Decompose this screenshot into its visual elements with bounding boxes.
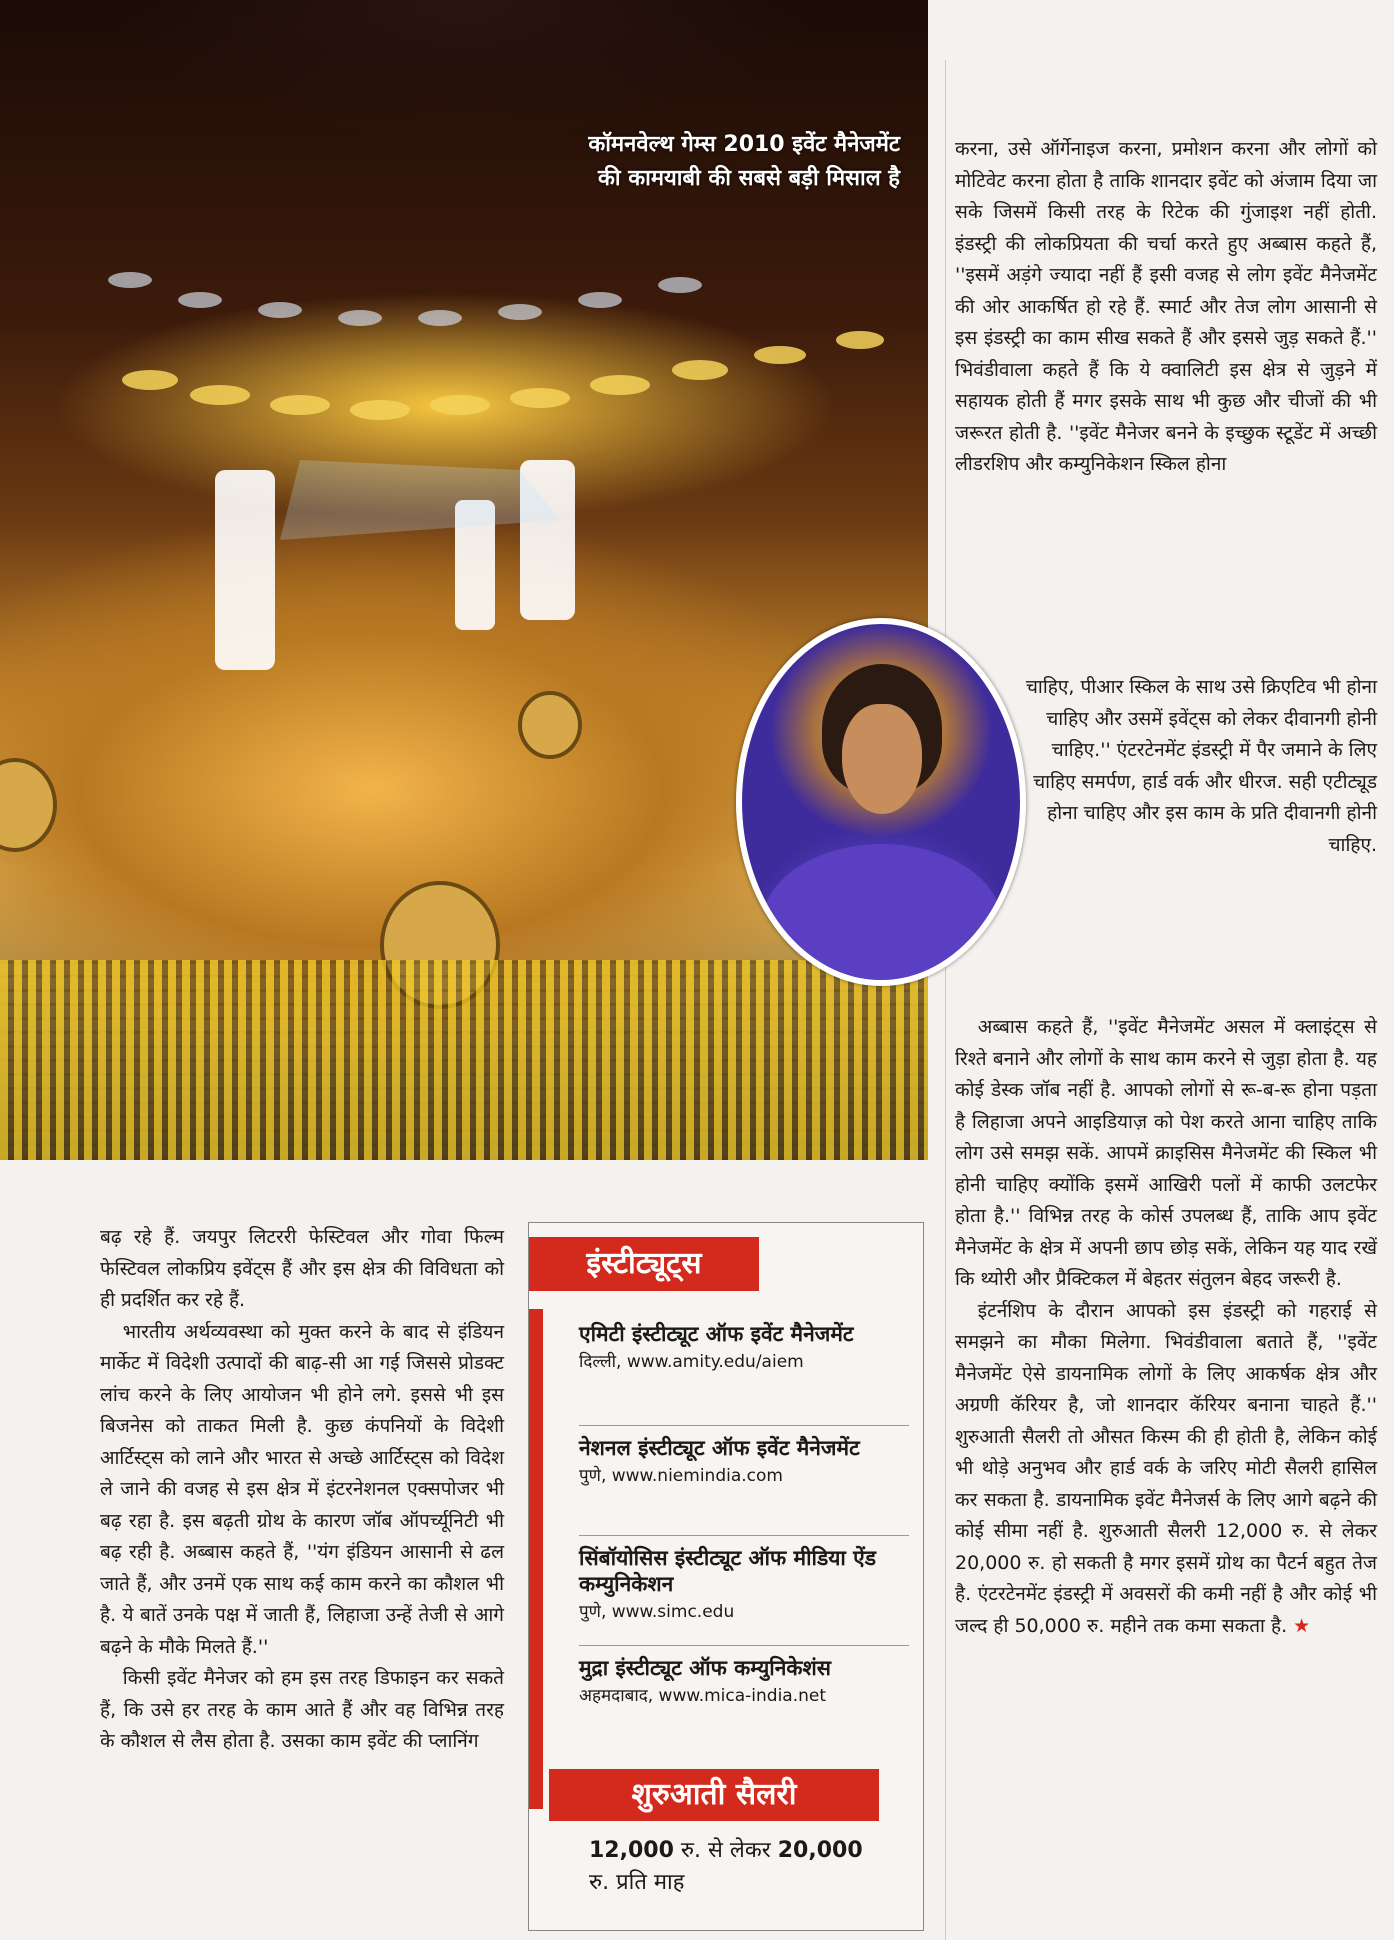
portrait-shirt (762, 844, 1002, 986)
left-para-1: बढ़ रहे हैं. जयपुर लिटररी फेस्टिवल और गोवा फिल्म फेस्टिवल लोकप्रिय इवेंट्स हैं और इस क्षेत्र की विविधता को ही प्रदर्शित कर रहे हैं. (100, 1226, 504, 1311)
right-para-2: अब्बास कहते हैं, ''इवेंट मैनेजमेंट असल में क्लाइंट्स से रिश्ते बनाने और लोगों के साथ काम करने से जुड़ा होता है. यह कोई डेस्क जॉब नहीं है. आपको लोगों से रू-ब-रू होना पड़ता है लिहाजा अपने आइडियाज़ को पेश करते आना चाहिए ताकि लोग उसे समझ सकें. आपमें क्राइसिस मैनेजमेंट की स्किल भी होनी चाहिए क्योंकि इसमें आखिरी पलों में काफी उलटफेर होता है.'' विभिन्न तरह के कोर्स उपलब्ध हैं, ताकि आप इवेंट मैनेजमेंट के क्षेत्र में अपनी छाप छोड़ सकें, लेकिन यह याद रखें कि थ्योरी और प्रैक्टिकल में बेहतर संतुलन बेहद जरूरी है. (955, 1016, 1377, 1290)
right-column-top (955, 134, 1377, 481)
caption-line-2: की कामयाबी की सबसे बड़ी मिसाल है (598, 166, 900, 191)
institute-name: सिंबॉयोसिस इंस्टीट्यूट ऑफ मीडिया ऐंड कम्युनिकेशन (579, 1546, 876, 1596)
salary-from: 12,000 (589, 1838, 674, 1863)
singer-portrait (736, 618, 1026, 986)
salary-unit: रु. प्रति माह (589, 1870, 685, 1895)
institutes-box (528, 1222, 924, 1931)
left-para-2: भारतीय अर्थव्यवस्था को मुक्त करने के बाद से इंडियन मार्केट में विदेशी उत्पादों की बाढ़-सी आ गई जिससे प्रोडक्ट लांच करने के लिए आयोजन भी होने लगे. इससे भी इस बिजनेस को ताकत मिली है. कुछ कंपनियों के विदेशी आर्टिस्ट्स को लाने और भारत से अच्छे आर्टिस्ट्स को विदेश ले जाने की वजह से इस क्षेत्र में इंटरनेशनल एक्सपोजर भी बढ़ रहा है. इस बढ़ती ग्रोथ के कारण जॉब ऑपर्च्यूनिटी भी बढ़ रही है. अब्बास कहते हैं, ''यंग इंडियन आसानी से ढल जाते हैं, और उनमें एक साथ कई काम करने का कौशल भी है. ये बातें उनके पक्ष में जाती हैं, लिहाजा उन्हें तेजी से आगे बढ़ने के मौके मिलते हैं.'' (100, 1320, 504, 1658)
institute-name: मुद्रा इंस्टीट्यूट ऑफ कम्युनिकेशंस (579, 1656, 831, 1680)
institute-entry (579, 1655, 909, 1755)
salary-info (589, 1835, 909, 1899)
institute-name: नेशनल इंस्टीट्यूट ऑफ इवेंट मैनेजमेंट (579, 1436, 860, 1460)
right-column-bottom (955, 1012, 1377, 1642)
right-column-narrow (1020, 672, 1377, 861)
institutes-heading: इंस्टीट्यूट्स (529, 1237, 759, 1291)
salary-mid: रु. से लेकर (680, 1838, 771, 1863)
end-mark-icon: ★ (1293, 1614, 1311, 1637)
column-divider (945, 60, 946, 1940)
right-para-1-continued: चाहिए, पीआर स्किल के साथ उसे क्रिएटिव भी होना चाहिए और उसमें इवेंट्स को लेकर दीवानगी होनी चाहिए.'' एंटरटेनमेंट इंडस्ट्री में पैर जमाने के लिए चाहिए समर्पण, हार्ड वर्क और धीरज. सही एटीट्यूड होना चाहिए और इस काम के प्रति दीवानगी होनी चाहिए. (1025, 676, 1377, 856)
stadium-seats (0, 960, 928, 1160)
institute-entry (579, 1321, 909, 1426)
salary-heading: शुरुआती सैलरी (549, 1769, 879, 1821)
stadium-photo (0, 0, 928, 1160)
institute-name: एमिटी इंस्टीट्यूट ऑफ इवेंट मैनेजमेंट (579, 1322, 854, 1346)
institute-entry (579, 1545, 909, 1646)
caption-line-1: कॉमनवेल्थ गेम्स 2010 इवेंट मैनेजमेंट (588, 132, 900, 157)
institute-address: दिल्ली, www.amity.edu/aiem (579, 1352, 804, 1372)
institutes-accent-bar (529, 1309, 543, 1809)
institute-address: अहमदाबाद, www.mica-india.net (579, 1686, 827, 1706)
right-para-1: करना, उसे ऑर्गेनाइज करना, प्रमोशन करना और लोगों को मोटिवेट करना होता है ताकि शानदार इवेंट को अंजाम दिया जा सके जिसमें किसी तरह के रिटेक की गुंजाइश नहीं होती. इंडस्ट्री की लोकप्रियता की चर्चा करते हुए अब्बास कहते हैं, ''इसमें अड़ंगे ज्यादा नहीं हैं इसी वजह से लोग इवेंट मैनेजमेंट की ओर आकर्षित हो रहे हैं. स्मार्ट और तेज लोग आसानी से इस इंडस्ट्री का काम सीख सकते हैं और इससे जुड़ सकते हैं.'' भिवंडीवाला कहते हैं कि ये क्वालिटी इस क्षेत्र से जुड़ने में सहायक होती हैं मगर इसके साथ भी कुछ और चीजों की भी जरूरत होती है. ''इवेंट मैनेजर बनने के इच्छुक स्टूडेंट में अच्छी लीडरशिप और कम्युनिकेशन स्किल होना (955, 138, 1377, 475)
photo-caption (500, 128, 900, 196)
institute-entry (579, 1435, 909, 1536)
left-column (100, 1222, 504, 1758)
portrait-face (842, 704, 922, 814)
salary-to: 20,000 (777, 1838, 863, 1863)
right-para-3-text: इंटर्नशिप के दौरान आपको इस इंडस्ट्री को गहराई से समझने का मौका मिलेगा. भिवंडीवाला बताते हैं, ''इवेंट मैनेजमेंट ऐसे डायनामिक लोगों के लिए आकर्षक क्षेत्र और अग्रणी कॅरियर है, जो शानदार कॅरियर बनाना चाहते हैं.'' शुरुआती सैलरी तो औसत किस्म की ही होती है, लेकिन कोई भी थोड़े अनुभव और हार्ड वर्क के जरिए मोटी सैलरी हासिल कर सकता है. डायनामिक इवेंट मैनेजर्स के लिए आगे बढ़ने की कोई सीमा नहीं है. शुरुआती सैलरी 12,000 रु. से लेकर 20,000 रु. हो सकती है मगर इसमें ग्रोथ का पैटर्न बहुत तेज है. एंटरटेनमेंट इंडस्ट्री में अवसरों की कमी नहीं है और कोई भी जल्द ही 50,000 रु. महीने तक कमा सकता है. (955, 1299, 1377, 1637)
left-para-3: किसी इवेंट मैनेजर को हम इस तरह डिफाइन कर सकते हैं, कि उसे हर तरह के काम आते हैं और वह विभिन्न तरह के कौशल से लैस होता है. उसका काम इवेंट की प्लानिंग (100, 1667, 504, 1752)
institute-address: पुणे, www.simc.edu (579, 1602, 735, 1622)
right-para-3 (955, 1296, 1377, 1643)
institute-address: पुणे, www.niemindia.com (579, 1466, 783, 1486)
